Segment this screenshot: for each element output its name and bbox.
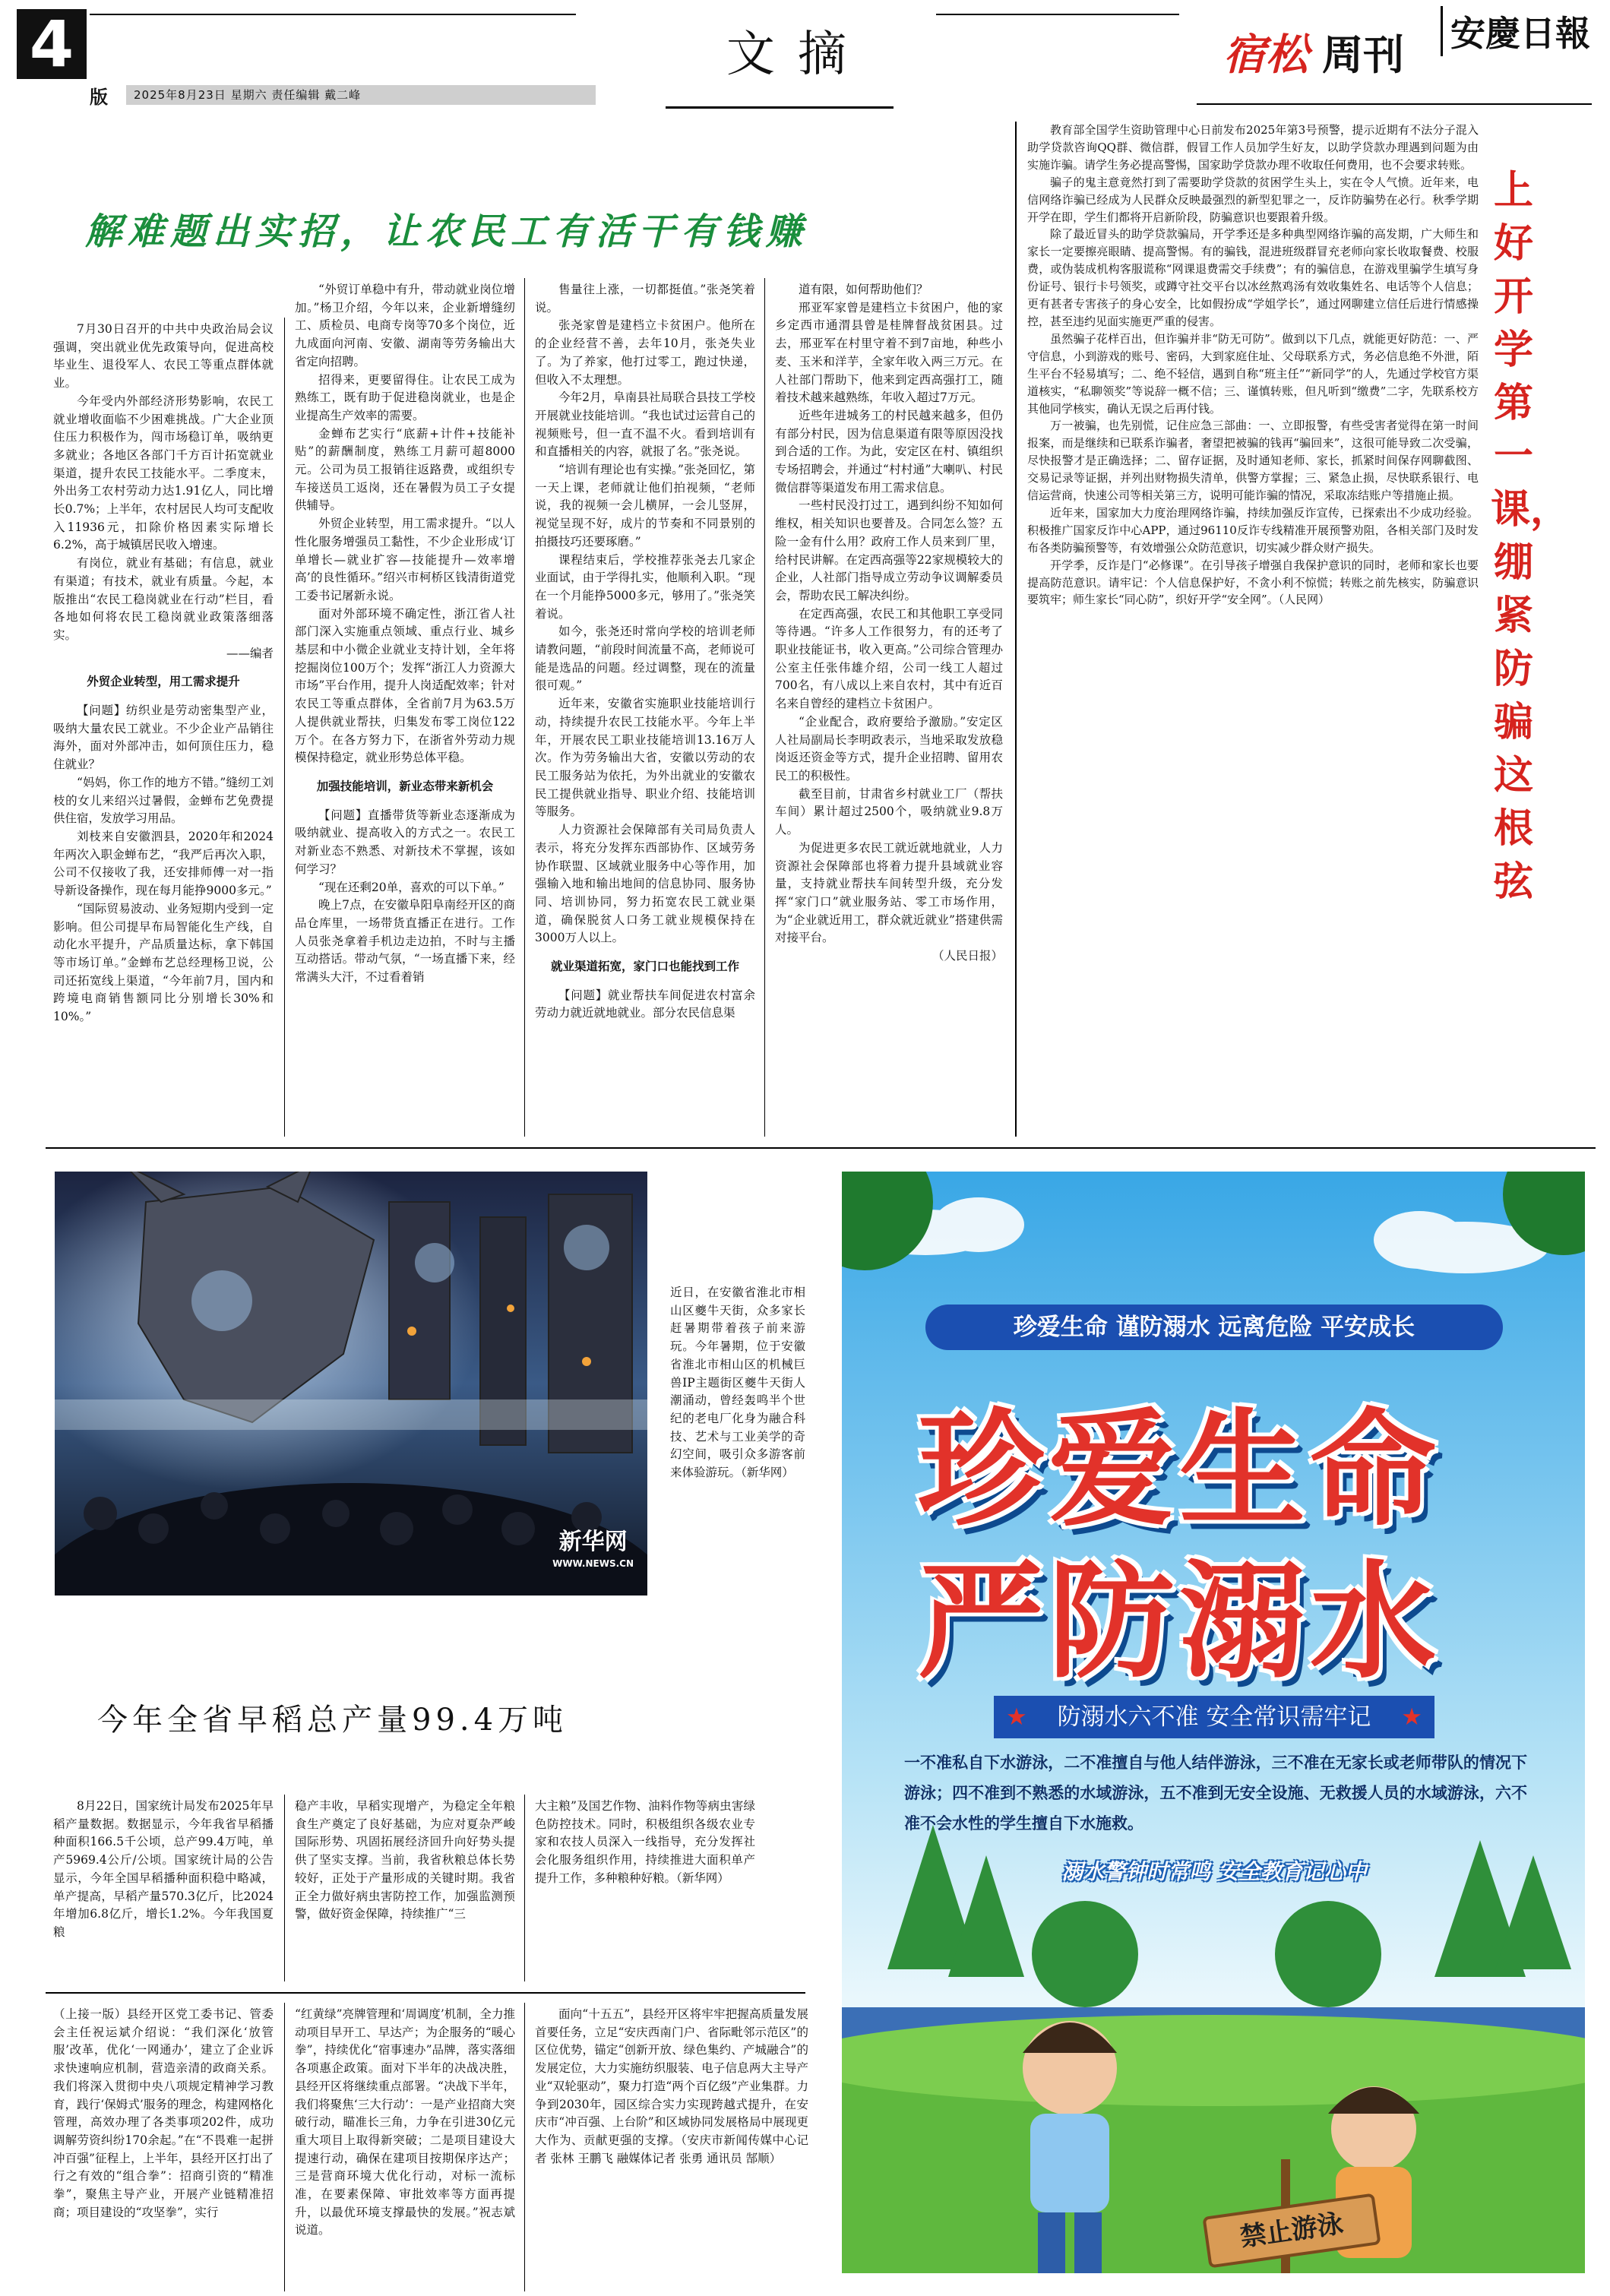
paragraph: 截至目前，甘肃省乡村就业工厂（帮扶车间）累计超过2500个，吸纳就业9.8万人。	[775, 786, 1003, 837]
article4-col1-text: （上接一版）县经开区党工委书记、管委会主任祝运斌介绍说：“我们深化‘放管服’改革，优化‘一网通办’，建立了企业诉求快速响应机制，营造亲清的政商关系。我们将深入贯彻中央八项规定精神学习教育，践行‘保姆式’服务的理念，构建网格化管理，高效办理了各类事项202件，成功调解劳资纠纷170余起。”在“不畏难一起拼冲百强”征程上，上半年，县经开区打出了行之有效的“组合拳”：招商引资的“精准拳”，聚焦主导产业，开展产业链精准招商；项目建设的“攻坚拳”，实行	[53, 2007, 274, 2219]
paragraph: 面对外部环境不确定性，浙江省人社部门深入实施重点领域、重点行业、城乡基层和中小微企业就业支持计划，全年将挖掘岗位100万个；发挥“浙江人力资源大市场”平台作用，提升人岗适配效率；针对农民工等重点群体，全省前7月为63.5万人提供就业帮扶，归集发布零工岗位122万个。在各方努力下，在浙省外劳动力规模保持稳定，就业形势总体平稳。	[295, 606, 515, 765]
column-divider	[524, 278, 525, 1137]
paragraph: 道有限，如何帮助他们？	[799, 283, 928, 296]
paragraph: 招得来，更要留得住。让农民工成为熟练工，既有助于促进稳岗就业，也是企业提高生产效率的需要。	[295, 372, 515, 422]
article1-col1	[53, 321, 274, 1135]
paragraph: 除了最近冒头的助学贷款骗局，开学季还是多种典型网络诈骗的高发期，广大师生和家长一定要擦亮眼睛、提高警惕。有的骗钱，混进班级群冒充老师向家长收取餐费、校服费，或伪装成机构客服谎称“网课退费需交手续费”；有的骗信息，在游戏里骗学生填写身份证号、银行卡号领奖，或蹲守社交平台以冰丝熬鸡汤有效收集姓名、电话等个人信息；更有甚者专害孩子的身心安全，比如假扮成“学姐学长”，通过网聊建立信任后进行情感操控，甚至违约见面实施更严重的侵害。	[1027, 227, 1479, 328]
paragraph: 外贸企业转型，用工需求提升。“以人性化服务增强员工黏性，不少企业形成‘订单增长—就业扩容—技能提升—效率增高’的良性循环。”绍兴市柯桥区钱清街道党工委书记屠新永说。	[295, 517, 515, 602]
brand-anqing-daily: 安慶日報	[1441, 6, 1590, 56]
article1-col2	[295, 281, 515, 1135]
page-label: 版	[90, 87, 108, 108]
paragraph: 金蝉布艺实行“底薪+计件+技能补贴”的薪酬制度，熟练工月薪可超8000元。公司为员工报销往返路费，或组织专车接送员工返岗，还在暑假为员工子女提供辅导。	[295, 426, 515, 513]
poster-rules-text: 一不准私自下水游泳，二不准擅自与他人结伴游泳，三不准在无家长或老师带队的情况下游泳；四不准到不熟悉的水域游泳，五不准到无安全设施、无救援人员的水域游泳，六不准不会水性的学生擅自下水施救。	[904, 1754, 1527, 1833]
paragraph: 【问题】就业帮扶车间促进农村富余劳动力就近就地就业。部分农民信息渠	[535, 988, 755, 1020]
article3-col2	[295, 1798, 515, 1980]
poster-footer-slogan: 溺水警钟时常鸣 安全教育记心中	[1061, 1859, 1367, 1884]
article1-headline: 解难题出实招，让农民工有活干有钱赚	[85, 210, 809, 253]
paragraph: 今年2月，阜南县社局联合县技工学校开展就业技能培训。“我也试过运营自己的视频账号，但一直不温不火。看到培训有和直播相关的内容，就报了名。”张尧说。	[535, 391, 755, 459]
paragraph: 近年来，安徽省实施职业技能培训行动，持续提升农民工技能水平。今年上半年，开展农民工职业技能培训13.16万人次。作为劳务输出大省，安徽以劳动的农民工服务站为依托，为外出就业的安徽农民工提供就业指导、职业介绍、技能培训等服务。	[535, 697, 755, 819]
paragraph: 张尧家曾是建档立卡贫困户。他所在的企业经营不善，去年10月，张尧失业了。为了养家，他打过零工，跑过快递，但收入不太理想。	[535, 318, 755, 387]
poster-rules-title	[994, 1696, 1434, 1738]
paragraph: 虽然骗子花样百出，但诈骗并非“防无可防”。做到以下几点，就能更好防范：一、严守信息，小到游戏的账号、密码，大到家庭住址、父母联系方式，务必信息绝不外泄，陌生平台不轻易填写；二、绝不轻信，遇到自称“班主任”“新同学”的人，先通过学校官方渠道核实，“私聊领奖”等说辞一概不信；三、谨慎转账，但凡听到“缴费”二字，先联系校方其他同学核实，确认无误之后再付钱。	[1027, 331, 1479, 416]
no-swimming-sign: 禁止游泳	[1202, 2193, 1381, 2268]
masthead-rule-right	[936, 14, 1179, 15]
article4-col3-text: 面向“十五五”，县经开区将牢牢把握高质量发展首要任务，立足“安庆西南门户、省际毗邻示范区”的区位优势，锚定“创新开放、绿色集约、产城融合”的发展定位，大力实施纺织服装、电子信息两大主导产业“双轮驱动”，聚力打造“两个百亿级”产业集群。力争到2030年，园区综合实力实现跨越式提升，在安庆市“冲百强、上台阶”和区域协同发展格局中展现更大作为、贡献更强的支撑。（安庆市新闻传媒中心记者 张林 王鹏飞 融媒体记者 张勇 通讯员 郜顺）	[535, 2007, 808, 2165]
poster-slogan: 珍爱生命 谨防溺水 远离危险 平安成长	[925, 1305, 1503, 1350]
paragraph: 有岗位，就业有基础；有信息，就业有渠道；有技术，就业有质量。今起，本版推出“农民工稳岗就业在行动”栏目，看各地如何将农民工稳岗就业政策落细落实。	[53, 556, 274, 642]
article3-col2-text: 稳产丰收，早稻实现增产，为稳定全年粮食生产奠定了良好基础，为应对夏杂严峻国际形势、巩固拓展经济回升向好势头提供了坚实支撑。当前，我省秋粮总体长势较好，正处于产量形成的关键时期。我省正全力做好病虫害防控工作，加强监测预警，做好资金保障，持续推广“三	[295, 1799, 515, 1921]
column-divider	[764, 278, 765, 1137]
column-divider	[1015, 122, 1017, 1137]
paragraph: 人力资源社会保障部有关司局负责人表示，将充分发挥东西部协作、区域劳务协作联盟、区域就业服务中心等作用，加强输入地和输出地间的信息协同、服务协同、培训协同，努力拓宽农民工就业渠道，确保脱贫人口务工就业规模保持在3000万人以上。	[535, 823, 755, 945]
paragraph: “国际贸易波动、业务短期内受到一定影响。但公司提早布局智能化生产线，自动化水平提升，产品质量达标，拿下韩国等市场订单。”金蝉布艺总经理杨卫说，公司还拓宽线上渠道，“今年前7月，国内和跨境电商销售额同比分别增长30%和10%。”	[53, 901, 274, 1024]
masthead-rule-left	[90, 14, 576, 15]
xinhua-watermark	[552, 1529, 634, 1574]
paragraph: 在定西高强，农民工和其他职工享受同等待遇。“许多人工作很努力，有的还考了职业技能证书，收入更高。”公司综合管理办公室主任张伟雄介绍，公司一线工人超过700名，有八成以上来自农村，其中有近百名来自曾经的建档立卡贫困户。	[775, 606, 1003, 711]
section-rule	[46, 1992, 805, 1994]
article3-col3	[535, 1798, 755, 1980]
paragraph: 刘枝来自安徽泗县，2020年和2024年两次入职金蝉布艺，“我严后再次入职，公司不仅接收了我，还安排师傅一对一指导新设备操作，现在每月能挣9000多元。”	[53, 829, 274, 898]
subheading: 就业渠道拓宽，家门口也能找到工作	[550, 960, 739, 974]
article1-col4	[775, 281, 1003, 1135]
article4-col3	[535, 2006, 808, 2291]
paragraph: 7月30日召开的中共中央政治局会议强调，突出就业优先政策导向，促进高校毕业生、退役军人、农民工等重点群体就业。	[53, 322, 274, 391]
paragraph: 教育部全国学生资助管理中心日前发布2025年第3号预警，提示近期有不法分子混入助学贷款咨询QQ群、微信群，假冒工作人员加学生好友，以助学贷款办理遇到问题为由实施诈骗。请学生务必提高警惕，国家助学贷款办理不收取任何费用，也不会要求转账。	[1027, 123, 1479, 172]
article3-col1-text: 8月22日，国家统计局发布2025年早稻产量数据。数据显示，今年我省早稻播种面积166.5千公顷，总产99.4万吨，单产5969.4公斤/公顷。国家统计局的公告显示，今年全国早稻播种面积稳中略减，单产提高，早稻产量570.3亿斤，比2024年增加6.8亿斤，增长1.2%。今年我国夏粮	[53, 1799, 274, 1939]
paragraph: “外贸订单稳中有升，带动就业岗位增加。”杨卫介绍，今年以来，企业新增缝纫工、质检员、电商专岗等70多个岗位，近九成面向河南、安徽、湖南等劳务输出大省定向招聘。	[295, 283, 515, 368]
article1-col3	[535, 281, 755, 1135]
paragraph: 课程结束后，学校推荐张尧去几家企业面试，由于学得扎实，他顺利入职。“现在一个月能挣5000多元，够用了。”张尧笑着说。	[535, 552, 755, 621]
article2-vertical-title: 上好开学第一课，绷紧防骗这根弦	[1491, 167, 1570, 905]
column-divider	[284, 1795, 285, 1981]
paragraph: 万一被骗，也先别慌，记住应急三部曲：一、立即报警，有些受害者觉得在第一时间报案，而是继续和已联系诈骗者，奢望把被骗的钱再“骗回来”，这很可能导致二次受骗，尽快报警才是正确选择；二、留存证据，及时通知老师、家长，抓紧时间保存网聊截图、交易记录等证据，并列出财物损失清单，供警方掌握；三、紧急止损，尽快联系银行、电信运营商，快速公司等相关第三方，说明可能诈骗的情况，采取冻结账户等措施止损。	[1027, 419, 1479, 503]
section-rule	[46, 1147, 1596, 1149]
paragraph: 今年受内外部经济形势影响，农民工就业增收面临不少困难挑战。广大企业顶住压力积极作为，闯市场稳订单，吸纳更多就业；各地区各部门千方百计拓宽就业渠道，提升农民工技能水平。二季度末，外出务工农村劳动力达1.91亿人，同比增长0.7%；上半年，农村居民人均可支配收入11936元，扣除价格因素实际增长6.2%，高于城镇居民收入增速。	[53, 394, 274, 552]
brand-rule	[1197, 103, 1592, 105]
article3-col3-text: 大主粮”及国艺作物、油料作物等病虫害绿色防控技术。同时，积极组织各级农业专家和农技人员深入一线指导，充分发挥社会化服务组织作用，持续推进大面积单产提升工作，多种粮种好粮。（新华网）	[535, 1799, 755, 1885]
article2-body	[1027, 122, 1479, 1137]
column-divider	[524, 1795, 525, 1981]
paragraph: 邢亚军家曾是建档立卡贫困户，他的家乡定西市通渭县曾是桂牌督战贫困县。过去，邢亚军在村里守着不到7亩地，种些小麦、玉米和洋芋，全家年收入两三万元。在人社部门帮助下，他来到定西高强打工，随着技术越来越熟练，年收入超过7万元。	[775, 300, 1003, 405]
article4-col2	[295, 2006, 515, 2291]
subheading: 加强技能培训，新业态带来新机会	[316, 779, 494, 793]
paragraph: 开学季，反诈是门“必修课”。在引导孩子增强自我保护意识的同时，老师和家长也要提高防范意识。请牢记：个人信息保护好，不贪小利不惊慌；转账之前先核实，防骗意识要筑牢；师生家长“同心防”，织好开学“安全网”。（人民网）	[1027, 558, 1479, 607]
article3-col1	[53, 1798, 274, 1980]
brand-zhoukan: 周刊	[1322, 30, 1404, 79]
article4-col2-text: “红黄绿”亮牌管理和‘周调度’机制，全力推动项目早开工、早达产；为企服务的“暖心拳”，持续优化“宿事速办”品牌，落实落细各项惠企政策。面对下半年的决战决胜，县经开区将继续重点部署。“决战下半年，我们将聚焦‘三大行动’：一是产业招商大突破行动，瞄准长三角，力争在引进30亿元重大项目上取得新突破；二是项目建设大提速行动，确保在建项目按期保序达产；三是营商环境大优化行动，对标一流标准，在要素保障、审批效率等方面再提升，以最优环境支撑最快的发展。”祝志斌说道。	[295, 2007, 515, 2237]
paragraph: 近些年进城务工的村民越来越多，但仍有部分村民，因为信息渠道有限等原因没找到合适的工作。为此，安定区在村、镇组织专场招聘会，并通过“村村通”大喇叭、村民微信群等渠道发布用工需求信息。	[775, 408, 1003, 495]
paragraph: 一些村民没打过工，遇到纠纷不知如何维权，相关知识也要普及。合同怎么签？五险一金有什么用？政府工作人员来到厂里，给村民讲解。在定西高强等22家规模较大的企业，人社部门指导成立劳动争议调解委员会，帮助农民工解决纠纷。	[775, 498, 1003, 602]
star-icon: ★	[1401, 1703, 1422, 1731]
paragraph: 晚上7点，在安徽阜阳阜南经开区的商品仓库里，一场带货直播正在进行。工作人员张尧拿着手机边走边拍，不时与主播互动搭话。带动气氛，“一场直播下来，经常满头大汗，不过看着销	[295, 898, 515, 985]
drowning-prevention-poster	[842, 1172, 1585, 2273]
brand-susong: 宿松	[1223, 30, 1308, 80]
byline: ——编者	[226, 646, 274, 660]
poster-big-title-line1: 珍爱生命	[918, 1397, 1441, 1544]
section-title: 文摘	[726, 27, 869, 83]
poster-rules-title-text: 防溺水六不准 安全常识需牢记	[1057, 1703, 1371, 1731]
photo-caption: 近日，在安徽省淮北市相山区夔牛天街，众多家长赶暑期带着孩子前来游玩。今年暑期，位于安徽省淮北市相山区的机械巨兽IP主题街区夔牛天街人潮涌动，曾经轰鸣半个世纪的老电厂化身为融合科技、艺术与工业美学的奇幻空间，吸引众多游客前来体验游玩。（新华网）	[670, 1286, 805, 1480]
section-underline	[666, 106, 894, 109]
paragraph: 近年来，国家加大力度治理网络诈骗，持续加强反诈宣传，已探索出不少成功经验。积极推广国家反诈中心APP，通过96110反诈专线精准开展预警劝阻，各相关部门及时发布各类防骗预警等，有效增强公众防范意识，切实减少群众财产损失。	[1027, 505, 1479, 555]
subheading: 外贸企业转型，用工需求提升	[87, 675, 240, 689]
paragraph: “培训有理论也有实操。”张尧回忆，第一天上课，老师就让他们拍视频，“老师说，我的视频一会儿横屏，一会儿竖屏，视觉呈现不好，成片的节奏和不同景别的拍摄技巧还要琢磨。”	[535, 463, 755, 549]
paragraph: “妈妈，你工作的地方不错。”缝纫工刘枝的女儿来绍兴过暑假，金蝉布艺免费提供住宿，发放学习用品。	[53, 775, 274, 826]
paragraph: 为促进更多农民工就近就地就业，人力资源社会保障部也将着力提升县域就业容量，支持就业帮扶车间转型升级，充分发挥“家门口”就业服务站、零工市场作用，为“企业就近用工，群众就近就业”搭建供需对接平台。	[775, 840, 1003, 945]
column-divider	[284, 318, 285, 1137]
paragraph: 骗子的鬼主意竟然打到了需要助学贷款的贫困学生头上，实在令人气愤。近年来，电信网络诈骗已经成为人民群众反映最强烈的新型犯罪之一，反诈防骗势在必行。秋季学期开学在即，学生们都将开启新阶段，防骗意识也要跟着升级。	[1027, 175, 1479, 224]
paragraph: “企业配合，政府要给予激励。”安定区人社局副局长李明政表示，当地采取发放稳岗返还资金等方式，提升企业招聘、留用农民工的积极性。	[775, 714, 1003, 783]
paragraph: 如今，张尧还时常向学校的培训老师请教问题，“前段时间流量不高，老师说可能是选品的问题。经过调整，现在的流量很可观。”	[535, 625, 755, 693]
paragraph: 售量往上涨，一切都挺值。”张尧笑着说。	[535, 283, 755, 315]
page-number: 4	[17, 9, 87, 79]
star-icon: ★	[1006, 1703, 1027, 1731]
xinhua-watermark-url: WWW.NEWS.CN	[552, 1558, 634, 1569]
date-line: 2025年8月23日 星期六 责任编辑 戴二峰	[126, 85, 596, 105]
poster-big-title-line2: 严防溺水	[918, 1549, 1441, 1696]
column-divider	[524, 2003, 525, 2291]
paragraph: 【问题】纺织业是劳动密集型产业，吸纳大量农民工就业。不少企业产品销往海外，面对外部冲击，如何顶住压力，稳住就业？	[53, 704, 274, 772]
photo-mechanical-beast-street	[55, 1172, 647, 1595]
article4-col1	[53, 2006, 274, 2291]
column-divider	[284, 2003, 285, 2291]
article3-title: 今年全省早稻总产量99.4万吨	[97, 1703, 568, 1738]
byline: （人民日报）	[932, 949, 1003, 963]
xinhua-watermark-text: 新华网	[558, 1529, 628, 1555]
paragraph: “现在还剩20单，喜欢的可以下单。”	[318, 880, 505, 894]
paragraph: 【问题】直播带货等新业态逐渐成为吸纳就业、提高收入的方式之一。农民工对新业态不熟悉、对新技术不掌握，该如何学习？	[295, 808, 515, 876]
